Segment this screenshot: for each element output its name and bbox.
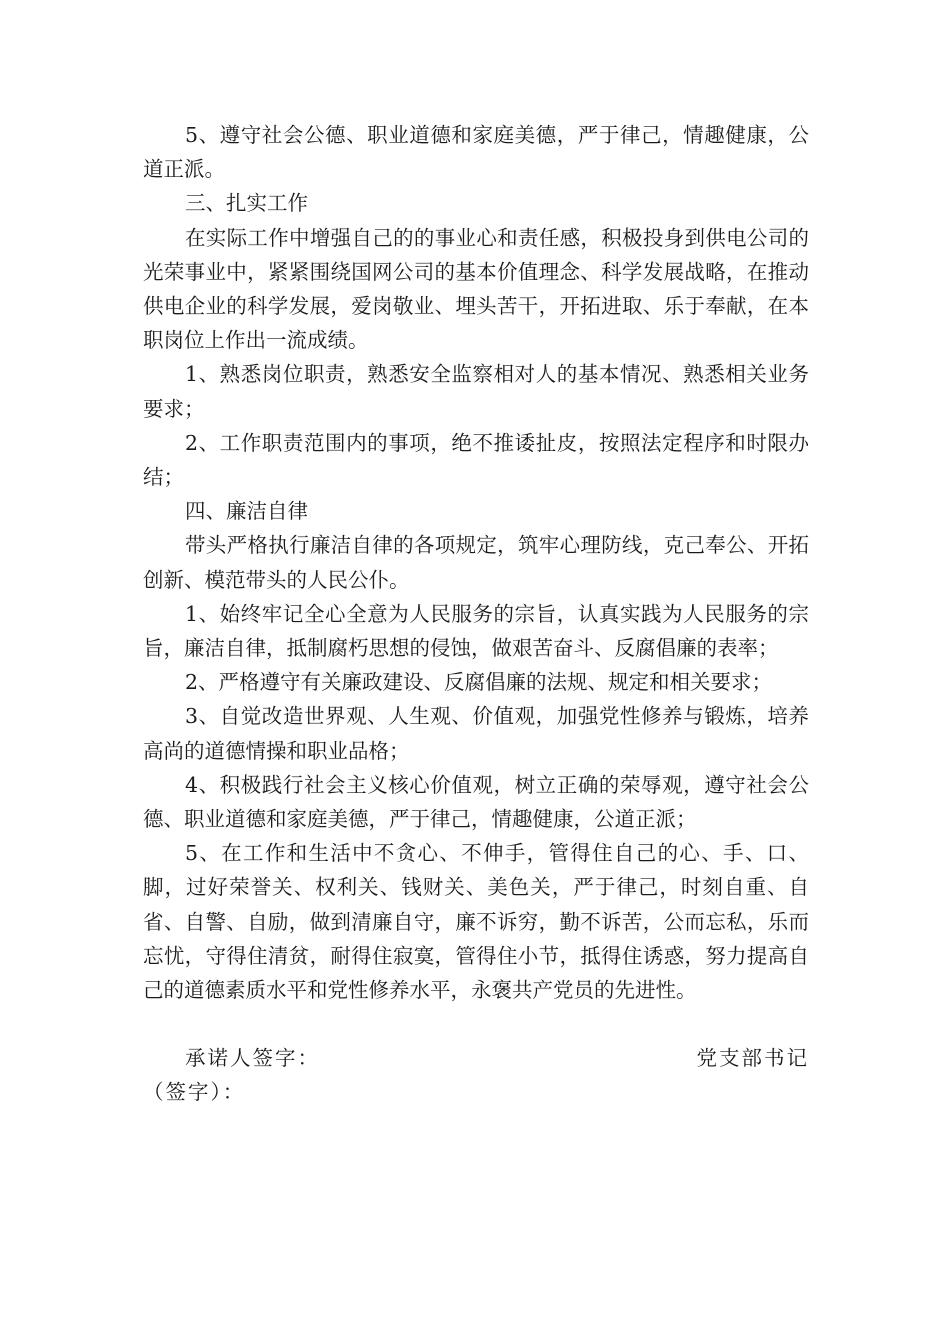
section-heading: 三、扎实工作 (185, 191, 308, 216)
paragraph-item: 5、遵守社会公德、职业道德和家庭美德，严于律己，情趣健康，公道正派。 (143, 123, 809, 182)
paragraph-item: 5、在工作和生活中不贪心、不伸手，管得住自己的心、手、口、脚，过好荣誉关、权利关、钱财关、美色关，严于律己，时刻自重、自省、自警、自励，做到清廉自守，廉不诉穷，勤不诉苦，公而忘私，乐而忘忧，守得住清贫，耐得住寂寞，管得住小节，抵得住诱惑，努力提高自己的道德素质水平和党性修养水平，永褒共产党员的先进性。 (143, 841, 809, 1003)
document-page (143, 118, 809, 1110)
paragraph-body: 在实际工作中增强自己的的事业心和责任感，积极投身到供电公司的光荣事业中，紧紧围绕国网公司的基本价值理念、科学发展战略，在推动供电企业的科学发展，爱岗敬业、埋头苦干，开拓进取、乐于奉献，在本职岗位上作出一流成绩。 (143, 225, 809, 353)
paragraph-item: 1、熟悉岗位职责，熟悉安全监察相对人的基本情况、熟悉相关业务要求； (143, 362, 809, 421)
paragraph-item: 2、工作职责范围内的事项，绝不推诿扯皮，按照法定程序和时限办结； (143, 430, 809, 490)
paragraph-item: 1、始终牢记全心全意为人民服务的宗旨，认真实践为人民服务的宗旨，廉洁自律，抵制腐朽思想的侵蚀，做艰苦奋斗、反腐倡廉的表率； (143, 601, 809, 661)
paragraph-item: 4、积极践行社会主义核心价值观，树立正确的荣辱观，遵守社会公德、职业道德和家庭美德，严于律己，情趣健康，公道正派； (143, 772, 809, 832)
paragraph-item: 3、自觉改造世界观、人生观、价值观，加强党性修养与锻炼，培养高尚的道德情操和职业品格； (143, 704, 809, 763)
pledger-signature-label: 承诺人签字： (185, 1046, 320, 1071)
paragraph-body: 带头严格执行廉洁自律的各项规定，筑牢心理防线，克己奉公、开拓创新、模范带头的人民公仆。 (143, 533, 809, 592)
signature-row (143, 1041, 809, 1075)
secretary-signature-tail: （签字）： (143, 1080, 246, 1105)
section-heading: 四、廉洁自律 (185, 499, 308, 524)
paragraph-item: 2、严格遵守有关廉政建设、反腐倡廉的法规、规定和相关要求； (185, 670, 773, 695)
spacer (143, 1007, 809, 1041)
secretary-signature-label: 党支部书记 (696, 1046, 809, 1071)
